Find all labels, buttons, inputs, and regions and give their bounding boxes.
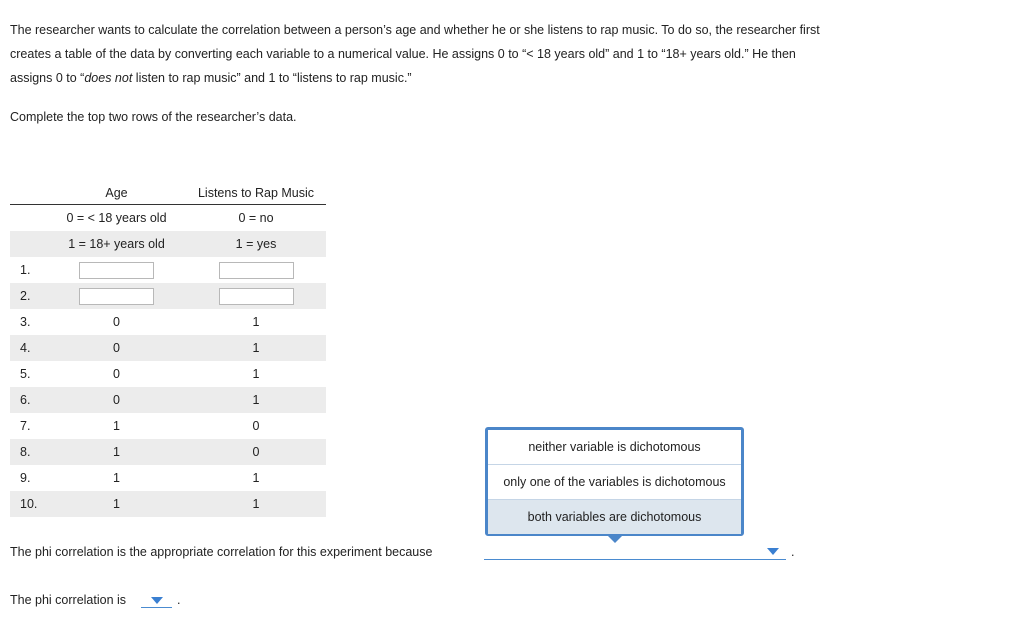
table-header: [10, 180, 326, 205]
data-table: [10, 180, 326, 517]
table-row: [10, 491, 326, 517]
chevron-down-icon[interactable]: [151, 597, 163, 604]
age-value: 0: [113, 393, 120, 407]
period: .: [791, 545, 795, 559]
rap-value: 1: [252, 367, 260, 381]
legend-row: [10, 231, 326, 257]
legend-rap-1: 1 = yes: [235, 237, 277, 251]
row-number: 4.: [20, 341, 31, 355]
chevron-down-icon[interactable]: [767, 548, 779, 555]
table-row: [10, 283, 326, 309]
rap-value: 1: [252, 497, 260, 511]
table-row: [10, 335, 326, 361]
problem-line-3: assigns 0 to “does not listen to rap music” and 1 to “listens to rap music.”: [10, 71, 412, 85]
table-row: [10, 361, 326, 387]
row2-age-input[interactable]: [79, 288, 154, 305]
row-number: 6.: [20, 393, 31, 407]
option-neither-dichotomous[interactable]: neither variable is dichotomous: [488, 430, 741, 465]
row-number: 3.: [20, 315, 31, 329]
row-number: 2.: [20, 289, 31, 303]
age-value: 1: [113, 497, 120, 511]
table-row: [10, 257, 326, 283]
age-value: 1: [113, 445, 120, 459]
legend-row: [10, 205, 326, 231]
rap-value: 1: [252, 341, 260, 355]
table-row: [10, 309, 326, 335]
reason-dropdown[interactable]: [484, 545, 786, 560]
age-value: 1: [113, 419, 120, 433]
option-both-dichotomous[interactable]: both variables are dichotomous: [488, 500, 741, 534]
legend-age-0: 0 = < 18 years old: [66, 211, 167, 225]
row-number: 7.: [20, 419, 31, 433]
rap-value: 0: [252, 419, 260, 433]
problem-text: [10, 18, 1000, 90]
popup-pointer: [608, 536, 622, 543]
row1-rap-input[interactable]: [219, 262, 294, 279]
row2-rap-input[interactable]: [219, 288, 294, 305]
age-value: 1: [113, 471, 120, 485]
rap-value: 1: [252, 471, 260, 485]
row-number: 1.: [20, 263, 31, 277]
rap-value: 0: [252, 445, 260, 459]
table-row: [10, 387, 326, 413]
header-age: Age: [105, 186, 128, 200]
legend-age-1: 1 = 18+ years old: [68, 237, 165, 251]
row-number: 8.: [20, 445, 31, 459]
problem-line-1: The researcher wants to calculate the correlation between a person’s age and whether he or she listens to rap music. To do so, the researcher first: [10, 23, 820, 37]
option-one-dichotomous[interactable]: only one of the variables is dichotomous: [488, 465, 741, 500]
row1-age-input[interactable]: [79, 262, 154, 279]
age-value: 0: [113, 367, 120, 381]
legend-rap-0: 0 = no: [238, 211, 274, 225]
question-1-text: The phi correlation is the appropriate correlation for this experiment because: [10, 545, 433, 559]
answer-options-popup: [485, 427, 744, 536]
age-value: 0: [113, 315, 120, 329]
age-value: 0: [113, 341, 120, 355]
table-row: [10, 439, 326, 465]
rap-value: 1: [252, 393, 260, 407]
problem-line-2: creates a table of the data by converting each variable to a numerical value. He assigns 0 to “< 18 years old” and 1 to “18+ years old.” He then: [10, 47, 796, 61]
row-number: 5.: [20, 367, 31, 381]
rap-value: 1: [252, 315, 260, 329]
row-number: 10.: [20, 497, 38, 511]
table-row: [10, 413, 326, 439]
table-row: [10, 465, 326, 491]
period: .: [177, 593, 181, 607]
question-2-text: The phi correlation is: [10, 593, 127, 607]
header-rap: Listens to Rap Music: [197, 186, 315, 200]
instruction-text: Complete the top two rows of the researcher’s data.: [10, 110, 297, 124]
row-number: 9.: [20, 471, 31, 485]
